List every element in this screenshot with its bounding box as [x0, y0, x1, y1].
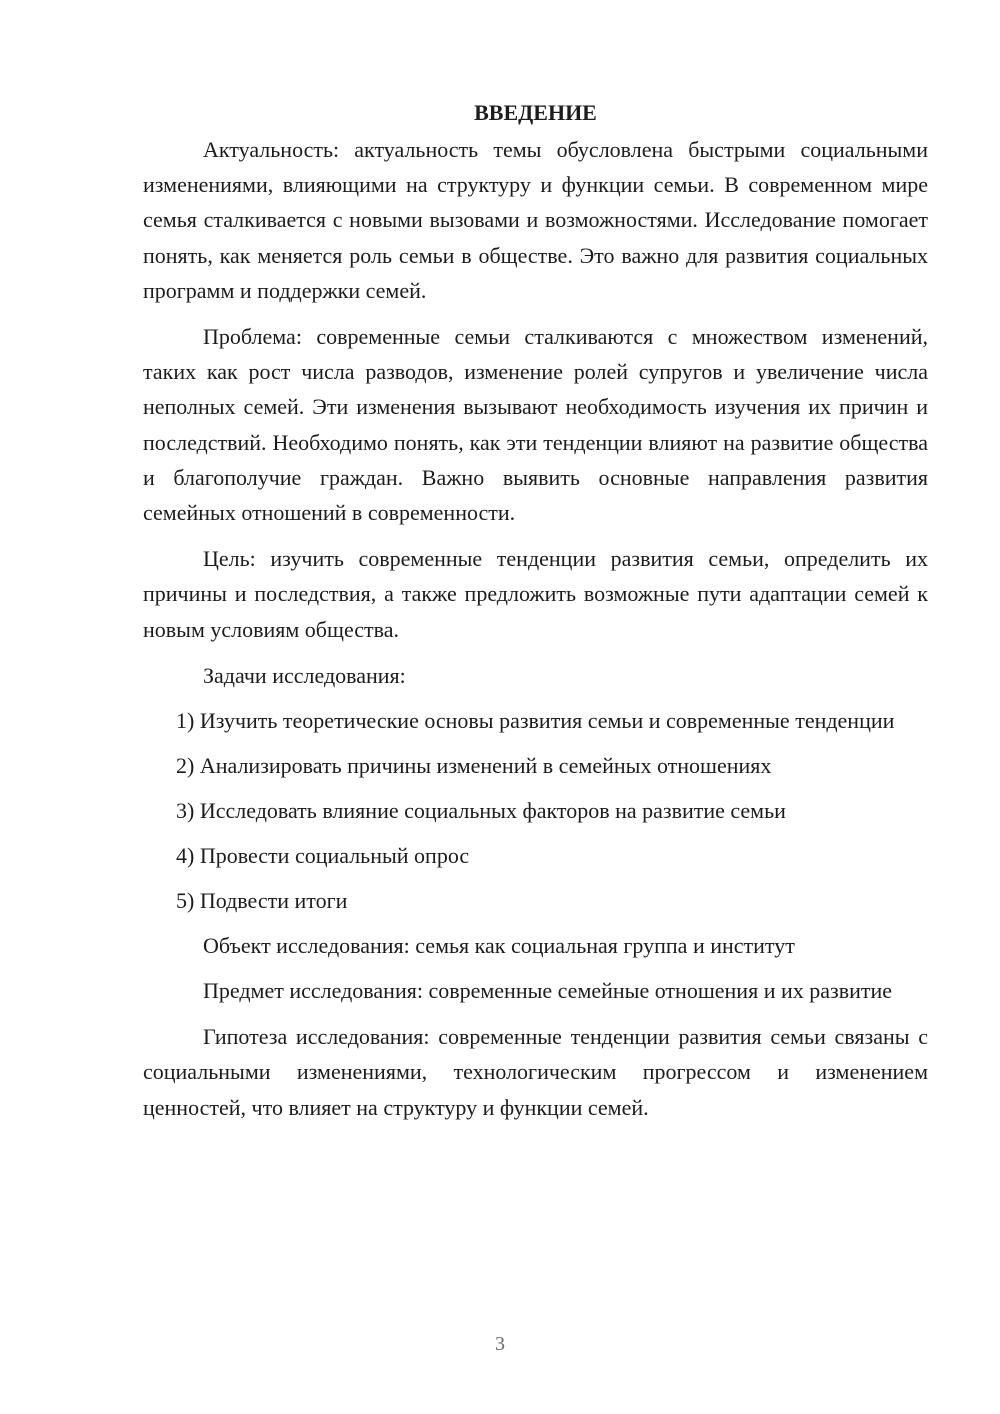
section-title: ВВЕДЕНИЕ: [474, 100, 597, 125]
problem-paragraph: Проблема: современные семьи сталкиваются с множеством изменений, таких как рост числа разводов, изменение ролей супругов и увеличение числа неполных семей. Эти изменения вызывают необходимость изучения их причин и последствий. Необходимо понять, как эти тенденции влияют на развитие общества и благополучие граждан. Важно выявить основные направления развития семейных отношений в современности.: [143, 324, 928, 526]
object-paragraph: Объект исследования: семья как социальная группа и институт: [203, 933, 795, 959]
goal-paragraph: Цель: изучить современные тенденции развития семьи, определить их причины и последствия, а также предложить возможные пути адаптации семей к новым условиям общества.: [143, 546, 928, 642]
relevance-paragraph: Актуальность: актуальность темы обусловлена быстрыми социальными изменениями, влияющими на структуру и функции семьи. В современном мире семья сталкивается с новыми вызовами и возможностями. Исследование помогает понять, как меняется роль семьи в обществе. Это важно для развития социальных программ и поддержки семей.: [143, 137, 928, 303]
task-item-4: 4) Провести социальный опрос: [176, 843, 470, 869]
task-item-3: 3) Исследовать влияние социальных факторов на развитие семьи: [176, 798, 786, 824]
task-item-1: 1) Изучить теоретические основы развития семьи и современные тенденции: [176, 707, 895, 733]
subject-paragraph: Предмет исследования: современные семейные отношения и их развитие: [203, 978, 893, 1004]
hypothesis-paragraph: Гипотеза исследования: современные тенденции развития семьи связаны с социальными изменениями, технологическим прогрессом и изменением ценностей, что влияет на структуру и функции семей.: [143, 1024, 928, 1120]
tasks-heading: Задачи исследования:: [203, 662, 406, 688]
task-item-5: 5) Подвести итоги: [176, 888, 348, 914]
page-number: 3: [495, 1333, 505, 1355]
page-content: [143, 95, 928, 1125]
task-item-2: 2) Анализировать причины изменений в семейных отношениях: [176, 753, 772, 779]
